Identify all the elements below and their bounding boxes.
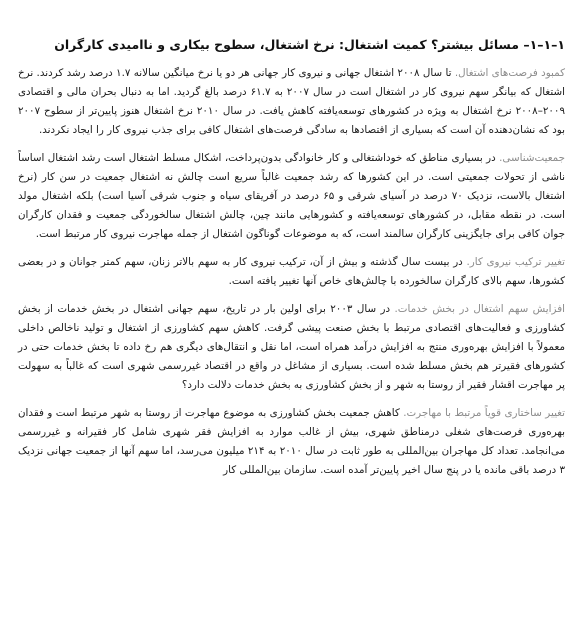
paragraph-structural-change xyxy=(18,404,565,480)
paragraph-workforce-composition xyxy=(18,253,565,291)
paragraph-body: کاهش جمعیت بخش کشاورزی به موضوع مهاجرت از روستا به شهر مرتبط است و فقدان بهره‌وری فرصت‌های شغلی درمناطق شهری، بیش از غالب موارد به افزایش فقر شهری شامل کار فقیرانه و غیررسمی می‌انجامد. تعداد کل مهاجران بین‌المللی به طور ثابت در سال ۲۰۱۰ به ۲۱۴ میلیون می‌رسد، اما سهم آنها از جمعیت جهانی نزدیک ۳ درصد باقی مانده یا در پنج سال اخیر پایین‌تر آمده است. سازمان بین‌المللی کار xyxy=(18,407,565,476)
paragraph-lead: کمبود فرصت‌های اشتغال. xyxy=(454,67,565,79)
paragraph-employment-shortage xyxy=(18,64,565,140)
paragraph-body: در بیست سال گذشته و بیش از آن، ترکیب نیروی کار به سهم بالاتر زنان، سهم کمتر جوانان و در بعضی کشورها، سهم بالای کارگران سالخورده با چالش‌های خاص آنها تغییر یافته است. xyxy=(18,256,565,287)
paragraph-body: تا سال ۲۰۰۸ اشتغال جهانی و نیروی کار جهانی هر دو یا نرخ میانگین سالانه ۱.۷ درصد رشد کردند. نرخ اشتغال که بیانگر سهم نیروی کار در اشتغال است در سال ۲۰۰۷ به ۶۱.۷ درصد بالغ گردید. اما به دنبال بحران مالی و اقتصادی ۲۰۰۹–۲۰۰۸ نرخ اشتغال به ویژه در کشورهای توسعه‌یافته کاهش یافت. در سال ۲۰۱۰ نرخ اشتغال هنوز پایین‌تر از سطوح ۲۰۰۷ بود که نشان‌دهنده آن است که بسیاری از اقتصادها به سادگی فرصت‌های اشتغال کافی برای جذب نیروی کار را ایجاد نکردند. xyxy=(18,67,565,136)
paragraph-demography xyxy=(18,149,565,244)
paragraph-lead: تغییر ترکیب نیروی کار. xyxy=(466,256,565,268)
paragraph-lead: افزایش سهم اشتغال در بخش خدمات. xyxy=(394,303,566,315)
paragraph-services-share xyxy=(18,300,565,395)
paragraph-lead: تغییر ساختاری قویاً مرتبط با مهاجرت. xyxy=(403,407,566,419)
paragraph-lead: جمعیت‌شناسی. xyxy=(499,152,565,164)
paragraph-body: در سال ۲۰۰۳ برای اولین بار در تاریخ، سهم جهانی اشتغال در بخش خدمات از بخش کشاورزی و فعالیت‌های اقتصادی مرتبط با بخش صنعت پیشی گرفت. کاهش سهم کشاورزی از اشتغال و تولید ناخالص داخلی معمولاً با افزایش بهره‌وری منتج به افزایش درآمد همراه است، اما نقل و انتقال‌های دیگری هم رخ داده تا بخش خدمات حتی در کشورهای فقیرتر هم بخش مسلط شده است. بسیاری از مشاغل در واقع در اقتصاد غیررسمی شهری است که غالباً به سهولت پر مهاجرت اقشار فقیر از روستا به شهر و از بخش کشاورزی به بخش خدمات دلالت دارد؟ xyxy=(18,303,565,391)
section-heading: ۱–۱–۱– مسائل بیشتر؟ کمیت اشتغال: نرخ اشتغال، سطوح بیکاری و ناامیدی کارگران xyxy=(54,37,565,52)
paragraph-body: در بسیاری مناطق که خوداشتغالی و کار خانوادگی بدون‌پرداخت، اشکال مسلط اشتغال است رشد اشتغال اساساً ناشی از تحولات جمعیتی است. در این کشورها که رشد جمعیت غالباً سریع است چالش نه اشتغال جمعیت در سن کار (نرخ اشتغال بالاست، نزدیک ۷۰ درصد در آسیای شرقی و ۶۵ درصد در آفریقای سیاه و جنوب شرقی آسیا است) بلکه اشتغال مولد است. در نقطه مقابل، در کشورهای توسعه‌یافته و کشورهایی مانند چین، چالش اشتغال سالخوردگی جمعیت و فقدان کارگران جوان کافی برای جایگزینی کارگران سالمند است، که به موضوعات گوناگون اشتغال از جمله مهاجرت نیروی کار مرتبط است. xyxy=(18,152,565,240)
